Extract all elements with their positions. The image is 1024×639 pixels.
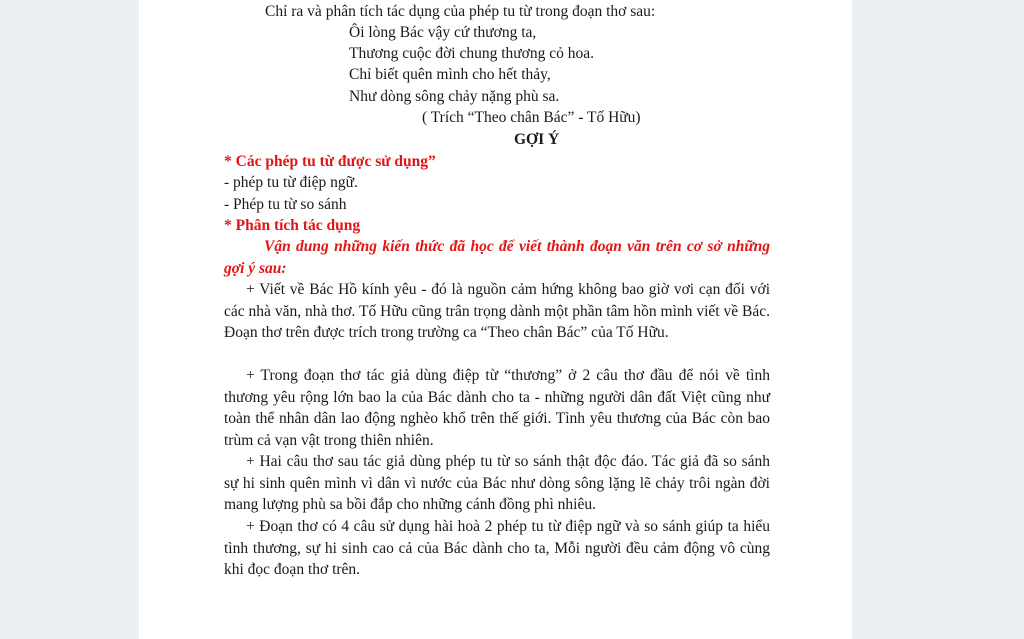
poem-line: Thương cuộc đời chung thương cỏ hoa. <box>349 45 594 62</box>
poem-citation: ( Trích “Theo chân Bác” - Tố Hữu) <box>422 109 641 126</box>
instruction-text: Vận dung những kiến thức đã học để viết thành đoạn văn trên cơ sở những gợi ý sau: <box>224 238 770 277</box>
analysis-paragraph: + Hai câu thơ sau tác giả dùng phép tu từ so sánh thật độc đáo. Tác giả đã so sánh sự hi sinh quên mình vì dân vì nước của Bác như dòng sông lặng lẽ chảy trôi ngàn đời mang lượng phù sa bồi đắp cho những cánh đồng phì nhiêu. <box>224 453 770 513</box>
device-item: - Phép tu từ so sánh <box>224 196 347 213</box>
document-page <box>139 0 852 639</box>
analysis-paragraph: + Trong đoạn thơ tác giả dùng điệp từ “thương” ở 2 câu thơ đầu để nói về tình thương yêu rộng lớn bao la của Bác dành cho ta - những người dân đất Việt cũng như toàn thể nhân dân lao động nghèo khổ trên thế giới. Tình yêu thương của Bác còn bao trùm cả vạn vật trong thiên nhiên. <box>224 367 770 449</box>
hint-title: GỢI Ý <box>514 131 560 148</box>
section-title-analysis: * Phân tích tác dụng <box>224 217 361 234</box>
question-text: Chỉ ra và phân tích tác dụng của phép tu từ trong đoạn thơ sau: <box>265 3 656 20</box>
poem-line: Ôi lòng Bác vậy cứ thương ta, <box>349 24 537 41</box>
poem-line: Chỉ biết quên mình cho hết thảy, <box>349 66 551 83</box>
analysis-paragraph: + Đoạn thơ có 4 câu sử dụng hài hoà 2 phép tu từ điệp ngữ và so sánh giúp ta hiểu tình thương, sự hi sinh cao cả của Bác dành cho ta, Mỗi người đều cảm động vô cùng khi đọc đoạn thơ trên. <box>224 518 770 578</box>
analysis-paragraph: + Viết về Bác Hồ kính yêu - đó là nguồn cảm hứng không bao giờ vơi cạn đối với các nhà văn, nhà thơ. Tố Hữu cũng trân trọng dành một phần tâm hồn mình viết về Bác. Đoạn thơ trên được trích trong trường ca “Theo chân Bác” của Tố Hữu. <box>224 281 770 341</box>
device-item: - phép tu từ điệp ngữ. <box>224 174 358 191</box>
poem-line: Như dòng sông chảy nặng phù sa. <box>349 88 560 105</box>
section-title-devices: * Các phép tu từ được sử dụng” <box>224 153 436 170</box>
